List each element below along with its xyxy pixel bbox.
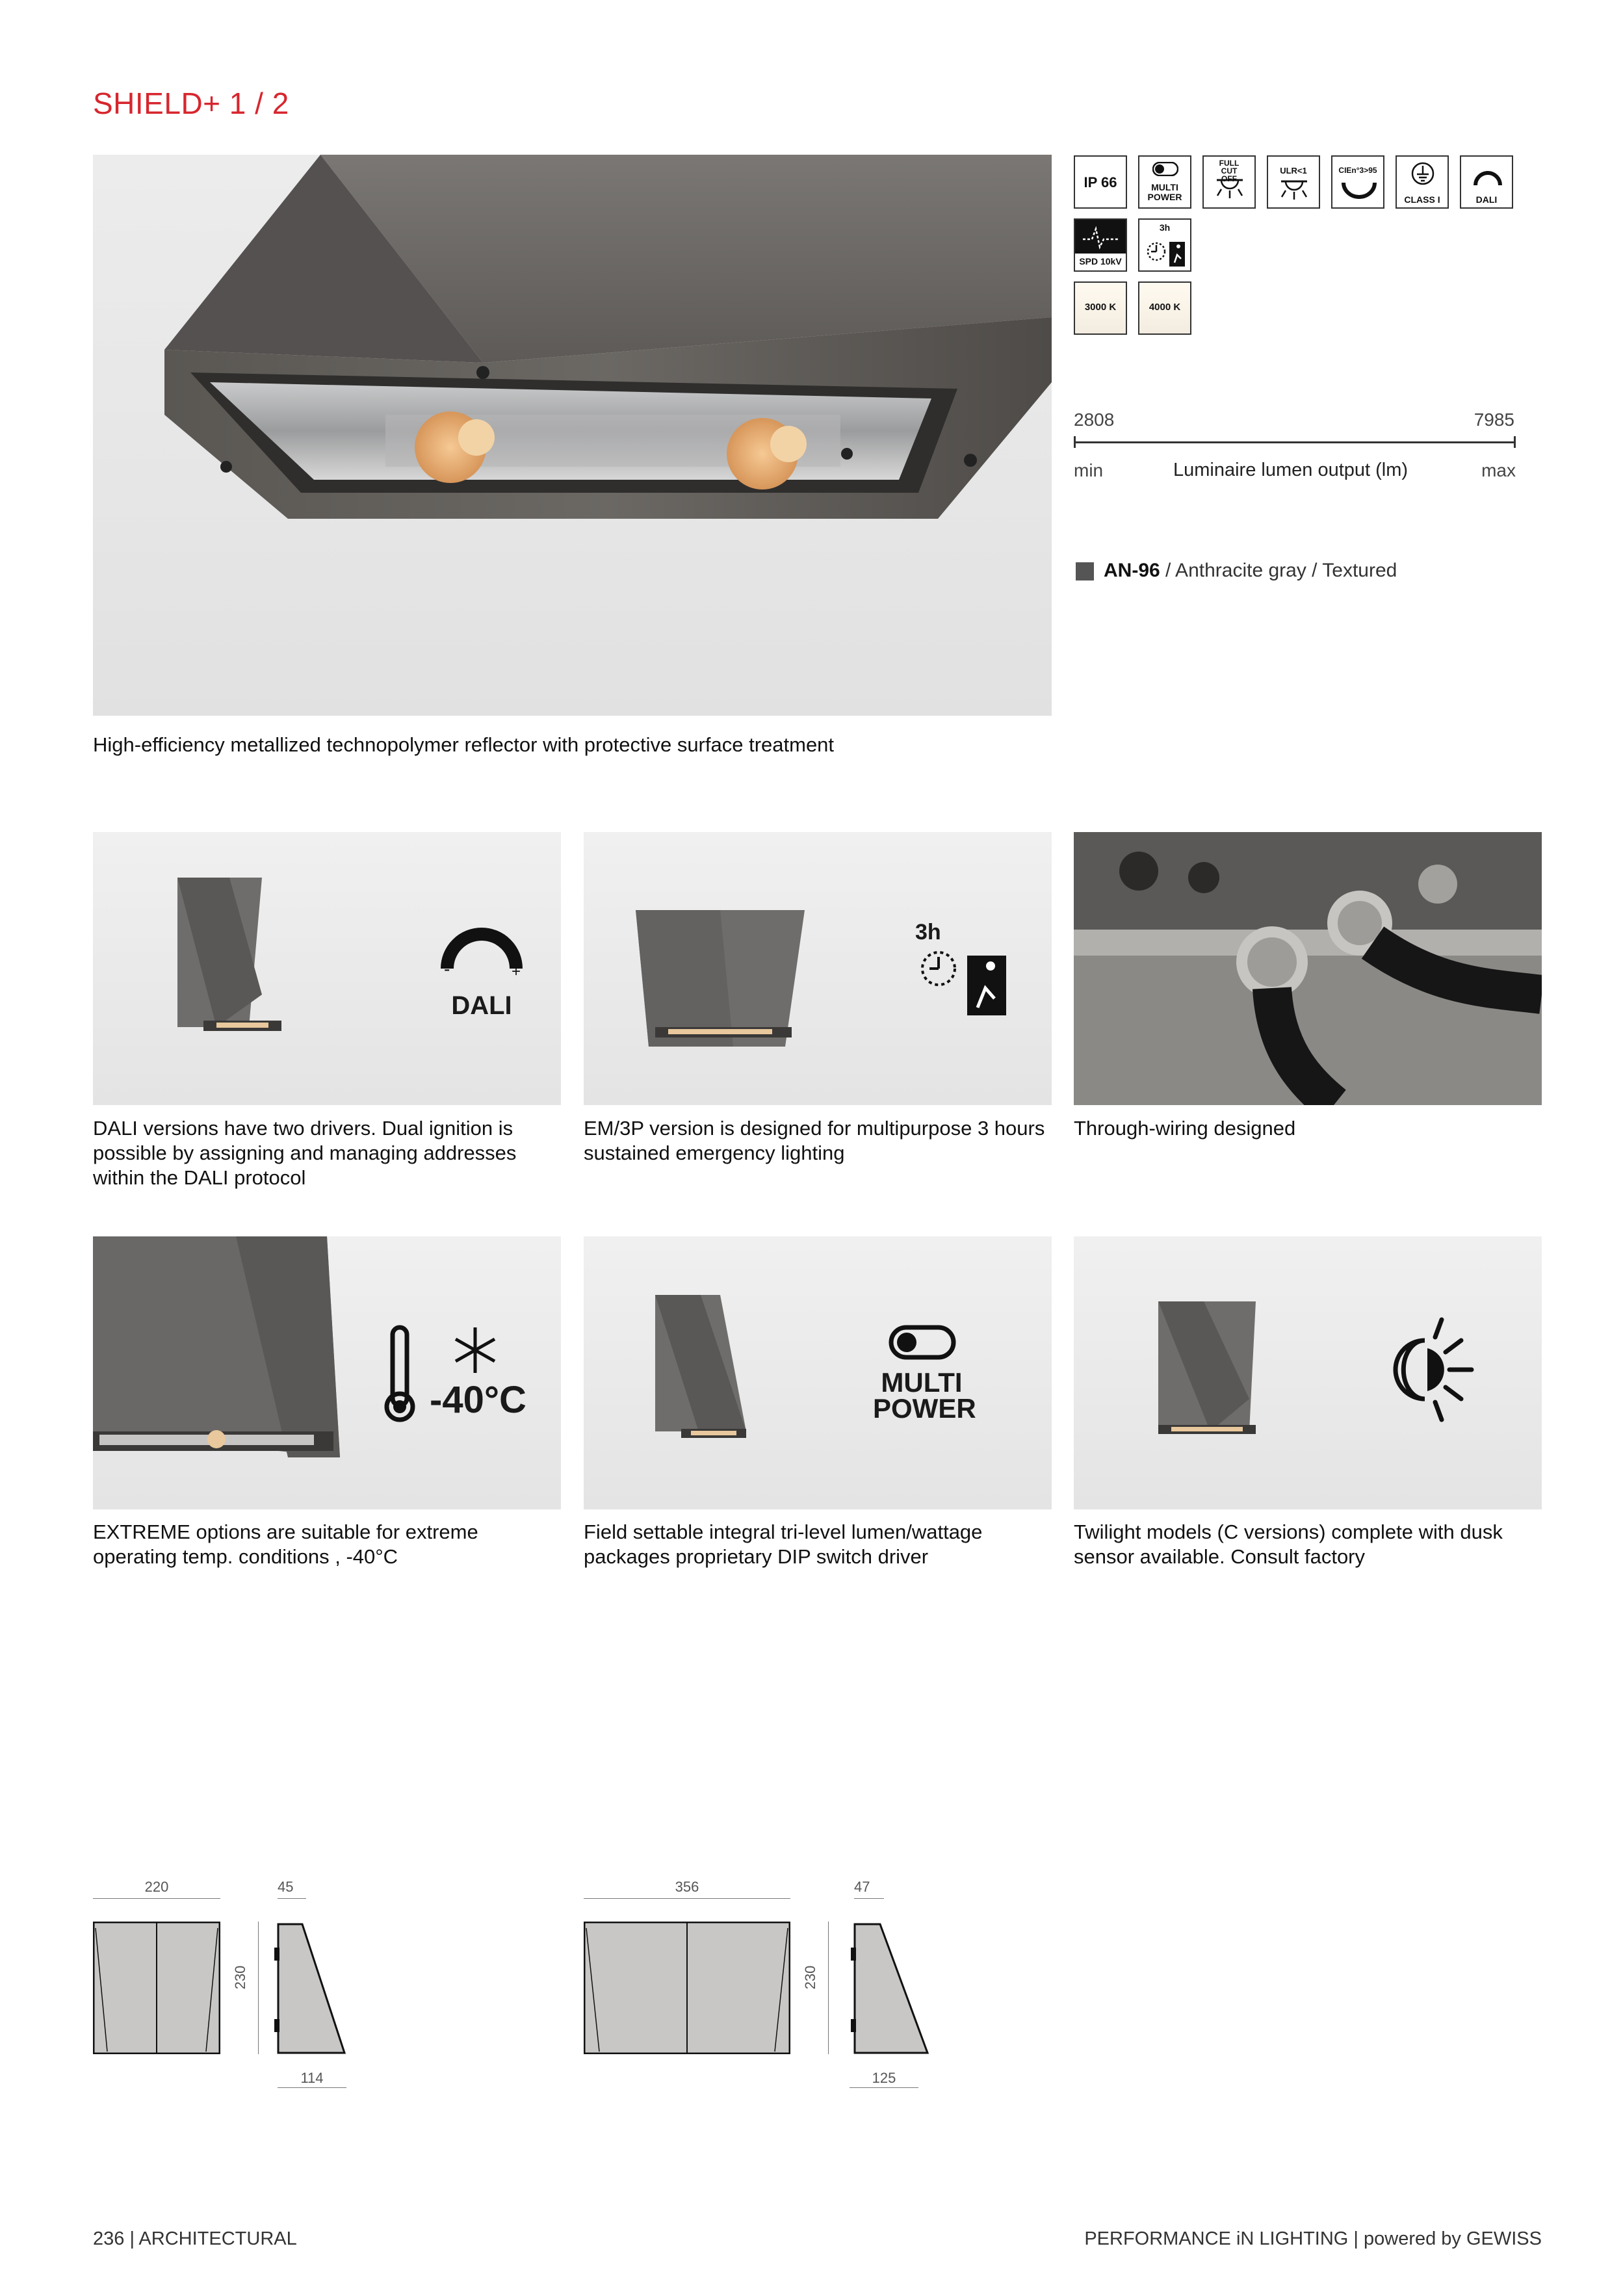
class-i-badge: CLASS I bbox=[1396, 155, 1449, 209]
drawing2-width-line bbox=[584, 1898, 790, 1899]
drawing1-base-line bbox=[278, 2087, 346, 2088]
drawing2-side-view bbox=[850, 1922, 934, 2054]
drawing1-height-label: 230 bbox=[232, 1965, 248, 1990]
finish-description bbox=[1104, 560, 1397, 582]
lumen-scale-line bbox=[1074, 441, 1516, 443]
drawing2-base-label: 125 bbox=[872, 2070, 896, 2086]
lumen-max-label: max bbox=[1481, 460, 1516, 480]
lumen-scale-max-tick bbox=[1514, 436, 1516, 448]
emergency-icon-text: 3h bbox=[915, 920, 941, 945]
tile-emergency-caption: EM/3P version is designed for multipurpose 3 hours sustained emergency lighting bbox=[584, 1117, 1045, 1164]
ip66-badge: IP 66 bbox=[1074, 155, 1127, 209]
dusk-sensor-icon bbox=[1396, 1340, 1425, 1399]
drawing2-depth-label: 47 bbox=[854, 1879, 870, 1895]
drawing2-height-line bbox=[828, 1922, 829, 2054]
extreme-icon-text: -40°C bbox=[430, 1379, 526, 1421]
drawing2-height-label: 230 bbox=[802, 1965, 818, 1990]
drawing1-width-label: 220 bbox=[144, 1879, 169, 1895]
dali-badge: DALI bbox=[1460, 155, 1513, 209]
cie-badge: CIEn°3>95 bbox=[1331, 155, 1384, 209]
tile-through-wiring-caption: Through-wiring designed bbox=[1074, 1117, 1296, 1140]
footer-brand: PERFORMANCE iN LIGHTING | powered by GEWISS bbox=[1084, 2228, 1542, 2249]
drawing1-width-line bbox=[93, 1898, 220, 1899]
drawing1-depth-line bbox=[278, 1898, 306, 1899]
drawing1-base-label: 114 bbox=[300, 2070, 324, 2086]
twilight-illustration bbox=[1074, 1236, 1542, 1509]
svg-text:+: + bbox=[512, 963, 521, 980]
ulr-badge: ULR<1 bbox=[1267, 155, 1320, 209]
tile-dali-photo bbox=[93, 832, 561, 1105]
cct-4000k-badge: 4000 K bbox=[1138, 281, 1191, 335]
lumen-output-label: Luminaire lumen output (lm) bbox=[1173, 460, 1409, 480]
snowflake-icon bbox=[456, 1327, 495, 1373]
cut-off-icon bbox=[1214, 176, 1246, 202]
toggle-icon bbox=[1152, 162, 1178, 176]
finish-code: AN-96 bbox=[1104, 560, 1160, 581]
extreme-illustration bbox=[93, 1236, 561, 1509]
dimming-arc-icon bbox=[1470, 162, 1505, 188]
drawing1-side-view bbox=[273, 1922, 351, 2054]
through-wiring-illustration bbox=[1074, 832, 1542, 1105]
ulr-icon bbox=[1278, 177, 1310, 203]
drawing1-depth-label: 45 bbox=[278, 1879, 294, 1895]
tile-through-wiring-photo bbox=[1074, 832, 1542, 1105]
multipower-icon-text: MULTI POWER bbox=[873, 1367, 976, 1424]
ground-icon bbox=[1410, 161, 1436, 187]
tile-emergency-photo bbox=[584, 832, 1052, 1105]
surge-icon bbox=[1079, 222, 1122, 251]
finish-color-swatch bbox=[1076, 562, 1094, 581]
color-rendering-icon bbox=[1341, 179, 1377, 201]
luminaire-illustration bbox=[93, 155, 1052, 716]
dali-illustration bbox=[93, 832, 561, 1105]
multipower-illustration bbox=[584, 1236, 1052, 1509]
svg-text:-: - bbox=[444, 959, 450, 979]
lumen-min-value: 2808 bbox=[1074, 410, 1115, 430]
tile-multipower-caption: Field settable integral tri-level lumen/wattage packages proprietary DIP switch driver bbox=[584, 1520, 983, 1568]
drawing1-front-view bbox=[93, 1922, 220, 2054]
drawing2-base-line bbox=[850, 2087, 918, 2088]
cct-3000k-badge: 3000 K bbox=[1074, 281, 1127, 335]
spd-badge: SPD 10kV bbox=[1074, 218, 1127, 272]
tile-extreme-caption: EXTREME options are suitable for extreme operating temp. conditions , -40°C bbox=[93, 1520, 478, 1568]
emergency-illustration bbox=[584, 832, 1052, 1105]
tile-extreme-photo bbox=[93, 1236, 561, 1509]
lumen-min-label: min bbox=[1074, 460, 1104, 480]
footer-page-section: 236 | ARCHITECTURAL bbox=[93, 2228, 297, 2249]
tile-twilight-photo bbox=[1074, 1236, 1542, 1509]
emergency-badge: 3h bbox=[1138, 218, 1191, 272]
lumen-scale-min-tick bbox=[1074, 436, 1076, 448]
tile-twilight-caption: Twilight models (C versions) complete with dusk sensor available. Consult factory bbox=[1074, 1520, 1503, 1568]
lumen-max-value: 7985 bbox=[1474, 410, 1514, 430]
dali-icon-text: DALI bbox=[451, 991, 512, 1020]
drawing1-height-line bbox=[258, 1922, 259, 2054]
drawing2-width-label: 356 bbox=[675, 1879, 699, 1895]
full-cut-off-badge: FULL CUT OFF bbox=[1202, 155, 1256, 209]
dimming-arc-icon bbox=[447, 934, 516, 969]
hero-caption: High-efficiency metallized technopolymer reflector with protective surface treatment bbox=[93, 733, 835, 756]
page-title: SHIELD+ 1 / 2 bbox=[93, 86, 289, 120]
tile-multipower-photo bbox=[584, 1236, 1052, 1509]
emergency-exit-icon bbox=[1145, 235, 1188, 268]
multi-power-badge: MULTI POWER bbox=[1138, 155, 1191, 209]
tile-dali-caption: DALI versions have two drivers. Dual ignition is possible by assigning and managing addresses within the DALI protocol bbox=[93, 1117, 517, 1189]
drawing2-front-view bbox=[584, 1922, 790, 2054]
finish-desc: / Anthracite gray / Textured bbox=[1160, 560, 1397, 581]
hero-product-photo bbox=[93, 155, 1052, 716]
drawing2-depth-line bbox=[854, 1898, 884, 1899]
